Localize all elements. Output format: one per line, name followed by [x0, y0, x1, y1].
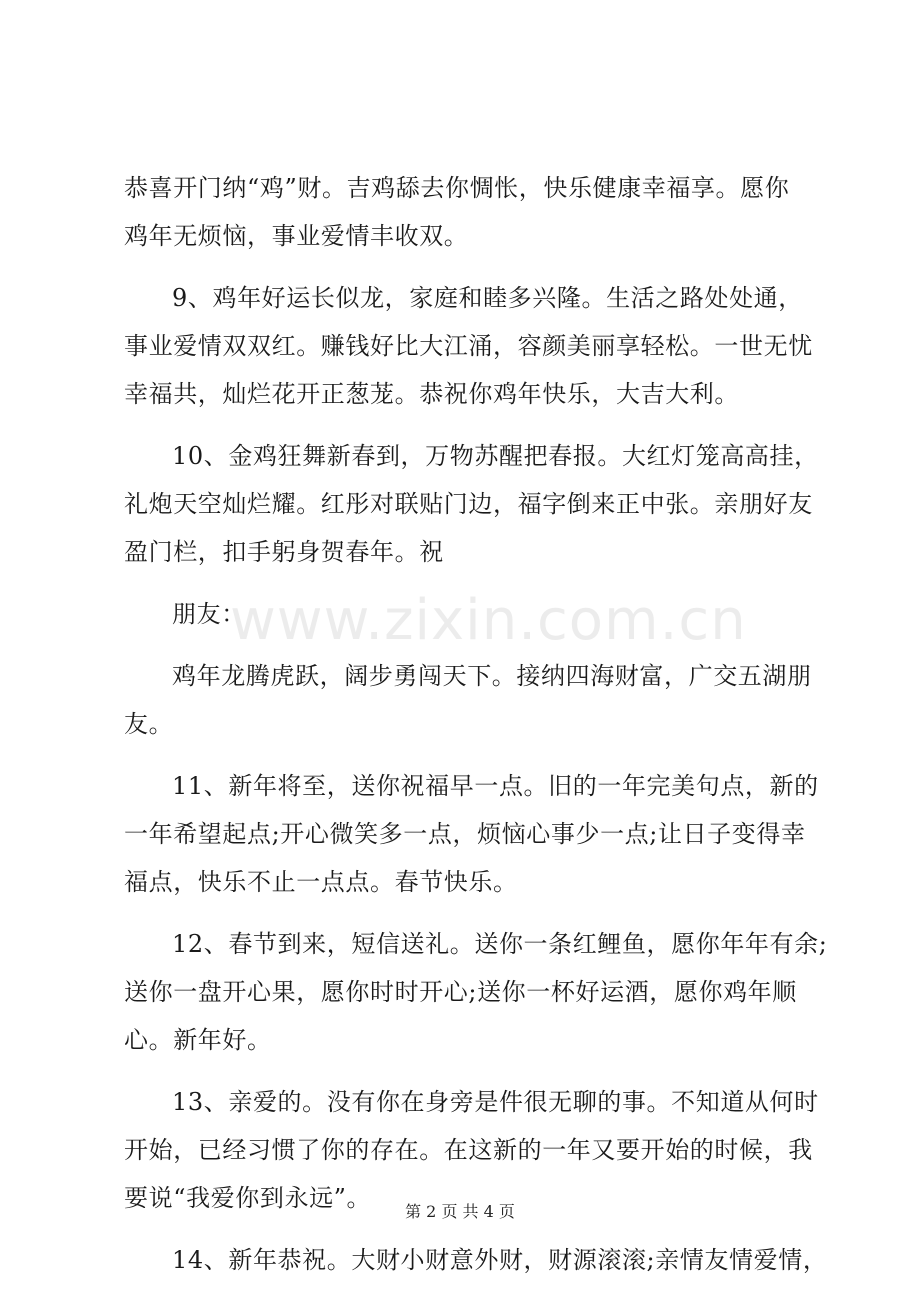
text-line: 福点，快乐不止一点点。春节快乐。: [124, 868, 518, 896]
text-line: 开始，已经习惯了你的存在。在这新的一年又要开始的时候，我: [124, 1136, 813, 1164]
text-line: 事业爱情双双红。赚钱好比大江涌，容颜美丽享轻松。一世无忧: [124, 332, 813, 360]
text-line: 送你一盘开心果，愿你时时开心;送你一杯好运酒，愿你鸡年顺: [124, 978, 797, 1006]
text-line: 要说“我爱你到永远”。: [124, 1184, 372, 1212]
text-line: 盈门栏，扣手躬身贺春年。祝: [124, 538, 444, 566]
text-line: 一年希望起点;开心微笑多一点，烦恼心事少一点;让日子变得幸: [124, 820, 806, 848]
paragraph-14-line: 14、新年恭祝。大财小财意外财，财源滚滚;亲情友情爱情，: [172, 1246, 828, 1274]
text-line: 恭喜开门纳“鸡”财。吉鸡舔去你惆怅，快乐健康幸福享。愿你: [124, 174, 790, 202]
text-line: 幸福共，灿烂花开正葱茏。恭祝你鸡年快乐，大吉大利。: [124, 380, 739, 408]
text-line: 鸡年无烦恼，事业爱情丰收双。: [124, 222, 469, 250]
paragraph-10-line: 10、金鸡狂舞新春到，万物苏醒把春报。大红灯笼高高挂，: [172, 442, 819, 470]
paragraph-9-line: 9、鸡年好运长似龙，家庭和睦多兴隆。生活之路处处通，: [172, 284, 803, 312]
text-line: 心。新年好。: [124, 1026, 272, 1054]
text-line: 礼炮天空灿烂耀。红彤对联贴门边，福字倒来正中张。亲朋好友: [124, 490, 813, 518]
paragraph-12-line: 12、春节到来，短信送礼。送你一条红鲤鱼，愿你年年有余;: [172, 930, 828, 958]
document-body: [124, 164, 828, 1284]
paragraph-11-line: 11、新年将至，送你祝福早一点。旧的一年完美句点，新的: [172, 772, 819, 800]
greeting-line: 鸡年龙腾虎跃，阔步勇闯天下。接纳四海财富，广交五湖朋: [172, 662, 812, 690]
salutation-line: 朋友：: [172, 600, 246, 628]
paragraph-13-line: 13、亲爱的。没有你在身旁是件很无聊的事。不知道从何时: [172, 1088, 819, 1116]
watermark: www.zixin.com.cn: [230, 588, 747, 653]
page-footer: 第 2 页 共 4 页: [405, 1202, 515, 1221]
text-line: 友。: [124, 710, 174, 738]
